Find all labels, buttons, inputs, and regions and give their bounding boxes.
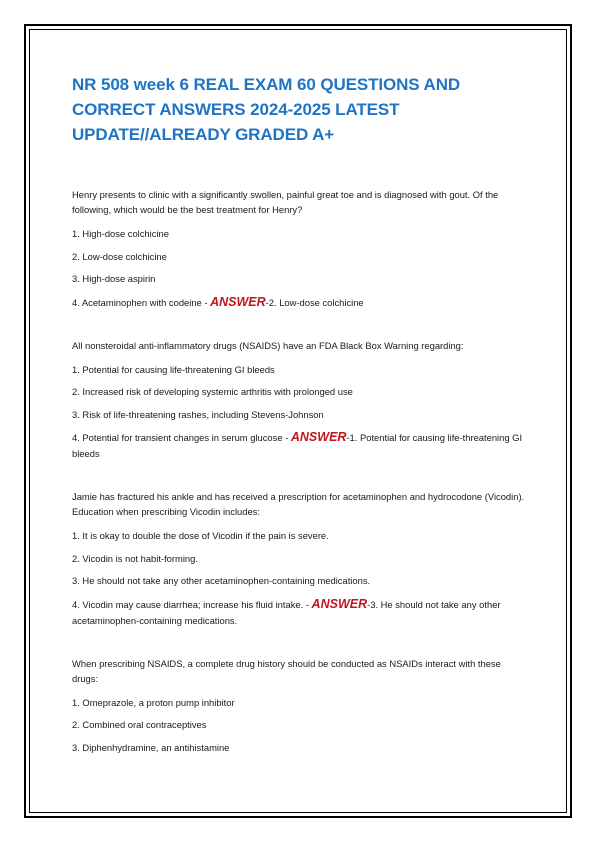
question-3: [72, 489, 528, 629]
question-4: [72, 656, 528, 755]
question-stem: Jamie has fractured his ankle and has received a prescription for acetaminophen and hydrocodone (Vicodin). Education when prescribing Vicodin includes:: [72, 491, 525, 517]
answer-line: [72, 294, 528, 311]
option: 1. Omeprazole, a proton pump inhibitor: [72, 696, 235, 708]
document-body: [72, 72, 528, 782]
option: 2. Combined oral contraceptives: [72, 719, 207, 730]
option: 3. Risk of life-threatening rashes, including Stevens-Johnson: [72, 408, 324, 420]
question-stem: When prescribing NSAIDS, a complete drug history should be conducted as NSAIDs interact with these drugs:: [72, 657, 501, 684]
option: 1. It is okay to double the dose of Vicodin if the pain is severe.: [72, 530, 329, 541]
answer-keyword: ANSWER: [210, 294, 266, 309]
document-title: NR 508 week 6 REAL EXAM 60 QUESTIONS AND CORRECT ANSWERS 2024-2025 LATEST UPDATE//ALREADY GRADED A+: [72, 75, 461, 144]
option: 2. Vicodin is not habit-forming.: [72, 552, 198, 564]
option: 4. Potential for transient changes in serum glucose -: [72, 432, 291, 443]
option: 3. He should not take any other acetaminophen-containing medications.: [72, 575, 371, 586]
question-stem: Henry presents to clinic with a significantly swollen, painful great toe and is diagnosed with gout. Of the following, which would be the best treatment for Henry?: [72, 189, 499, 215]
answer-line: [72, 596, 528, 629]
option: 2. Low-dose colchicine: [72, 250, 167, 262]
answer-text: -1. Potential for causing life-threatening GI bleeds: [72, 432, 523, 459]
answer-keyword: ANSWER: [290, 430, 347, 444]
option: 2. Increased risk of developing systemic arthritis with prolonged use: [72, 386, 353, 397]
option: 1. Potential for causing life-threatening GI bleeds: [72, 363, 275, 375]
option: 3. Diphenhydramine, an antihistamine: [72, 741, 230, 753]
answer-text: -2. Low-dose colchicine: [265, 296, 364, 308]
answer-keyword: ANSWER: [311, 596, 368, 611]
question-stem: All nonsteroidal anti-inflammatory drugs (NSAIDS) have an FDA Black Box Warning regarding:: [72, 339, 464, 351]
answer-line: [72, 429, 528, 462]
option: 4. Acetaminophen with codeine -: [72, 296, 211, 308]
question-2: [72, 338, 528, 463]
answer-text: -3. He should not take any other acetaminophen-containing medications.: [72, 598, 501, 626]
option: 4. Vicodin may cause diarrhea; increase his fluid intake. -: [72, 598, 312, 610]
option: 1. High-dose colchicine: [72, 228, 169, 239]
question-1: [72, 187, 528, 311]
option: 3. High-dose aspirin: [72, 273, 156, 284]
